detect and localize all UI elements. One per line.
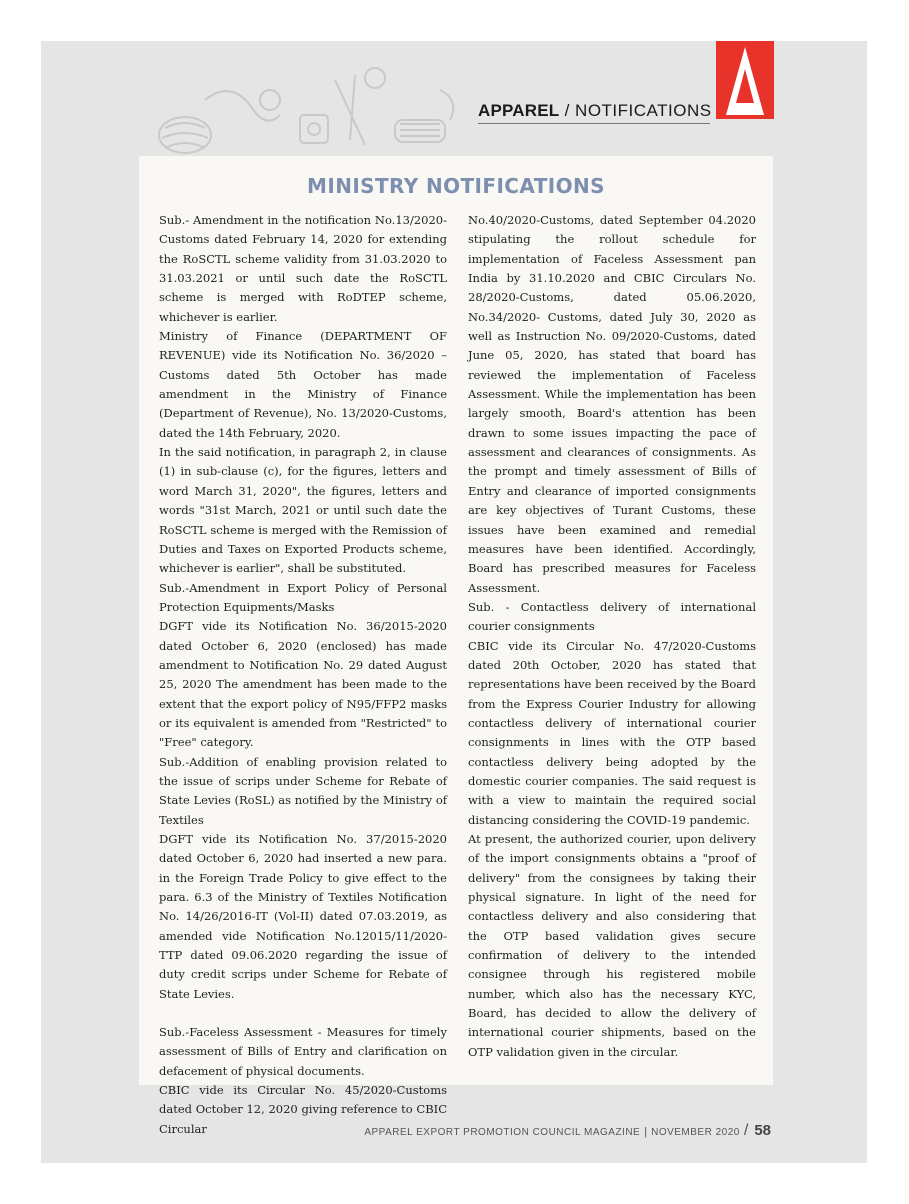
- left-column: [159, 211, 447, 1139]
- paragraph: CBIC vide its Circular No. 45/2020-Customs dated October 12, 2020 giving reference to CBIC Circular: [159, 1083, 447, 1136]
- page-number: 58: [754, 1122, 771, 1139]
- header-divider: [478, 123, 710, 124]
- right-column: [468, 211, 756, 1062]
- paragraph: Sub.- Amendment in the notification No.13/2020-Customs dated February 14, 2020 for extending the RoSCTL scheme validity from 31.03.2020 to 31.03.2021 or until such date the RoSCTL scheme is merged with RoDTEP scheme, whichever is earlier.: [159, 213, 447, 324]
- section-header: [478, 101, 712, 121]
- apparel-logo-icon: [716, 41, 774, 119]
- page-title: MINISTRY NOTIFICATIONS: [307, 174, 605, 198]
- subsection-name: NOTIFICATIONS: [575, 101, 712, 120]
- paragraph: CBIC vide its Circular No. 47/2020-Customs dated 20th October, 2020 has stated that representations have been received by the Board from the Express Courier Industry for allowing contactless delivery of international courier consignments in lines with the OTP based contactless delivery being adopted by the domestic courier companies. The said request is with a view to maintain the required social distancing considering the COVID-19 pandemic.: [468, 638, 756, 827]
- paragraph: In the said notification, in paragraph 2, in clause (1) in sub-clause (c), for the figures, letters and word March 31, 2020", the figures, letters and words "31st March, 2021 or until such date the RoSCTL scheme is merged with the Remission of Duties and Taxes on Exported Products scheme, whichever is earlier", shall be substituted.: [159, 445, 447, 576]
- magazine-name: APPAREL EXPORT PROMOTION COUNCIL MAGAZINE: [364, 1127, 641, 1138]
- page-footer: [0, 1122, 771, 1140]
- footer-separator: |: [644, 1126, 648, 1138]
- subject-heading: Sub. - Contactless delivery of international courier consignments: [468, 599, 756, 634]
- subject-heading: Sub.-Amendment in Export Policy of Personal Protection Equipments/Masks: [159, 580, 447, 614]
- sewing-notions-illustration: [150, 60, 480, 170]
- footer-slash: /: [743, 1122, 749, 1139]
- subject-heading: Sub.-Faceless Assessment - Measures for timely assessment of Bills of Entry and clarification on defacement of physical documents.: [159, 1025, 447, 1078]
- paragraph: At present, the authorized courier, upon delivery of the import consignments obtains a "proof of delivery" from the consignees by taking their physical signature. In light of the need for contactless delivery and also considering that the OTP based validation gives secure confirmation of delivery to the intended consignee through his registered mobile number, which also has the necessary KYC, Board, has decided to allow the delivery of international courier shipments, based on the OTP validation given in the circular.: [468, 832, 756, 1059]
- header-separator: /: [559, 101, 576, 120]
- paragraph: DGFT vide its Notification No. 36/2015-2020 dated October 6, 2020 (enclosed) has made amendment to Notification No. 29 dated August 25, 2020 The amendment has been made to the extent that the export policy of N95/FFP2 masks or its equivalent is amended from "Restricted" to "Free" category.: [159, 619, 447, 750]
- issue-date: NOVEMBER 2020: [651, 1127, 740, 1138]
- paragraph-gap: [159, 1004, 447, 1023]
- section-name: APPAREL: [478, 101, 560, 120]
- paragraph: Ministry of Finance (DEPARTMENT OF REVENUE) vide its Notification No. 36/2020 – Customs dated 5th October has made amendment in the Ministry of Finance (Department of Revenue), No. 13/2020-Customs, dated the 14th February, 2020.: [159, 329, 447, 440]
- paragraph: No.40/2020-Customs, dated September 04.2020 stipulating the rollout schedule for implementation of Faceless Assessment pan India by 31.10.2020 and CBIC Circulars No. 28/2020-Customs, dated 05.06.2020, No.34/2020- Customs, dated July 30, 2020 as well as Instruction No. 09/2020-Customs, dated June 05, 2020, has stated that board has reviewed the implementation of Faceless Assessment. While the implementation has been largely smooth, Board's attention has been drawn to some issues impacting the pace of assessment and clearances of consignments. As the prompt and timely assessment of Bills of Entry and clearance of imported consignments are key objectives of Turant Customs, these issues have been examined and remedial measures have been identified. Accordingly, Board has prescribed measures for Faceless Assessment.: [468, 213, 756, 595]
- paragraph: DGFT vide its Notification No. 37/2015-2020 dated October 6, 2020 had inserted a new para. in the Foreign Trade Policy to give effect to the para. 6.3 of the Ministry of Textiles Notification No. 14/26/2016-IT (Vol-II) dated 07.03.2019, as amended vide Notification No.12015/11/2020-TTP dated 09.06.2020 regarding the issue of duty credit scrips under Scheme for Rebate of State Levies.: [159, 832, 447, 1001]
- subject-heading: Sub.-Addition of enabling provision related to the issue of scrips under Scheme for Rebate of State Levies (RoSL) as notified by the Ministry of Textiles: [159, 754, 447, 827]
